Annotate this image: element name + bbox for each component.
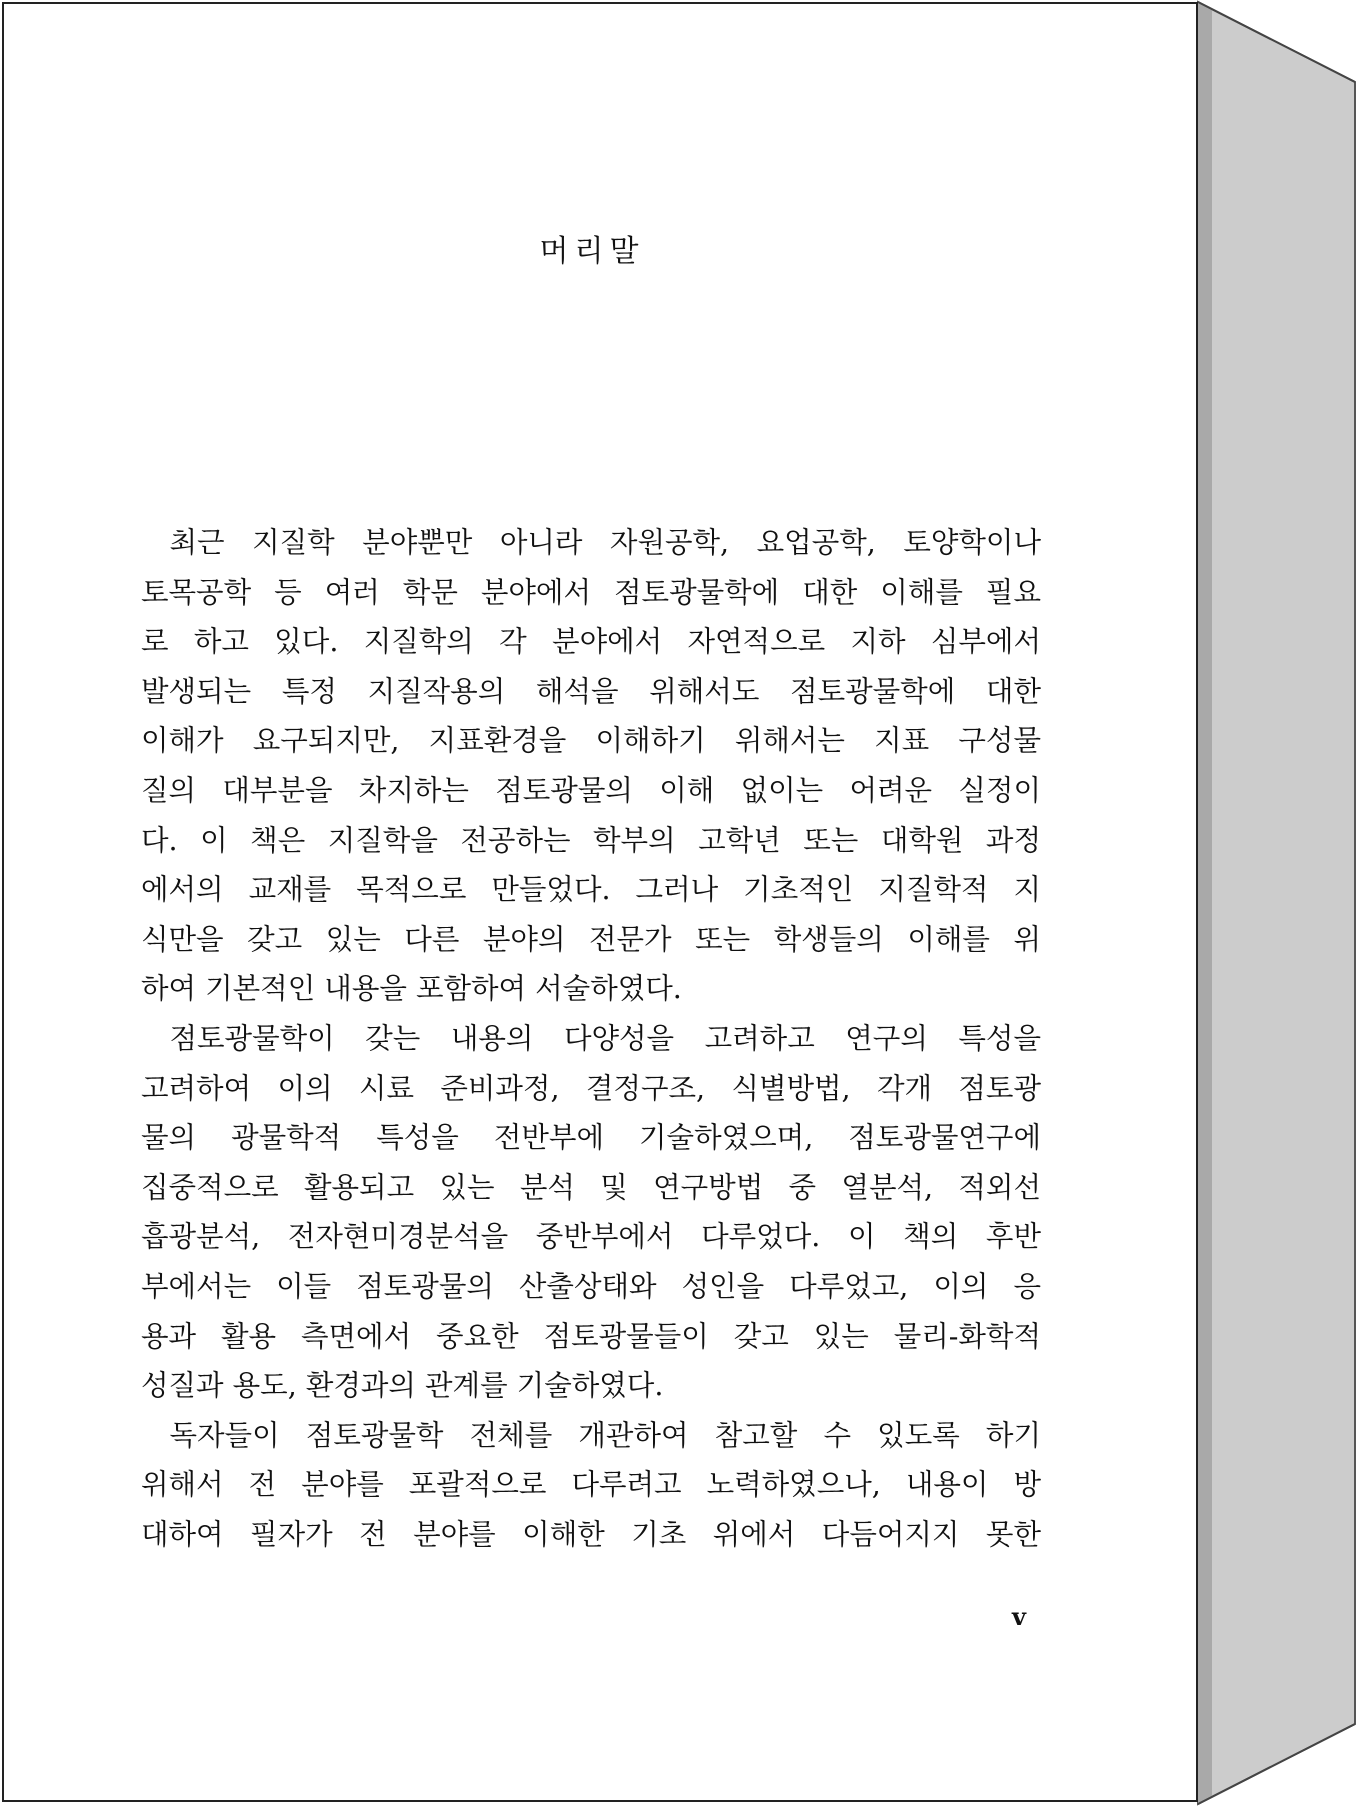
book-side-face — [1198, 2, 1355, 1804]
book-page — [2, 2, 1198, 1802]
text-line: 성질과 용도, 환경과의 관계를 기술하였다. — [141, 1369, 664, 1403]
text-line: 로 하고 있다. 지질학의 각 분야에서 자연적으로 지하 심부에서 — [141, 625, 1041, 659]
text-line: 최근 지질학 분야뿐만 아니라 자원공학, 요업공학, 토양학이나 — [141, 526, 1041, 559]
text-line: 집중적으로 활용되고 있는 분석 및 연구방법 중 열분석, 적외선 — [141, 1170, 1041, 1204]
text-line: 위해서 전 분야를 포괄적으로 다루려고 노력하였으나, 내용이 방 — [141, 1468, 1041, 1502]
text-line: 하여 기본적인 내용을 포함하여 서술하였다. — [141, 972, 682, 1006]
text-line: 흡광분석, 전자현미경분석을 중반부에서 다루었다. 이 책의 후반 — [141, 1220, 1041, 1254]
text-line: 점토광물학이 갖는 내용의 다양성을 고려하고 연구의 특성을 — [141, 1021, 1041, 1055]
text-line: 이해가 요구되지만, 지표환경을 이해하기 위해서는 지표 구성물 — [141, 724, 1041, 758]
text-line: 다. 이 책은 지질학을 전공하는 학부의 고학년 또는 대학원 과정 — [141, 823, 1041, 857]
text-line: 발생되는 특정 지질작용의 해석을 위해서도 점토광물학에 대한 — [141, 674, 1041, 708]
text-line: 토목공학 등 여러 학문 분야에서 점토광물학에 대한 이해를 필요 — [141, 575, 1041, 609]
text-line: 식만을 갖고 있는 다른 분야의 전문가 또는 학생들의 이해를 위 — [141, 922, 1041, 956]
text-line: 대하여 필자가 전 분야를 이해한 기초 위에서 다듬어지지 못한 — [141, 1517, 1041, 1551]
text-line: 물의 광물학적 특성을 전반부에 기술하였으며, 점토광물연구에 — [141, 1121, 1041, 1155]
page-number: v — [1012, 1602, 1026, 1631]
text-line: 독자들이 점토광물학 전체를 개관하여 참고할 수 있도록 하기 — [141, 1418, 1041, 1452]
text-line: 에서의 교재를 목적으로 만들었다. 그러나 기초적인 지질학적 지 — [141, 873, 1041, 907]
text-line: 부에서는 이들 점토광물의 산출상태와 성인을 다루었고, 이의 응 — [141, 1269, 1041, 1303]
text-line: 질의 대부분을 차지하는 점토광물의 이해 없이는 어려운 실정이 — [141, 773, 1041, 807]
text-line: 용과 활용 측면에서 중요한 점토광물들이 갖고 있는 물리-화학적 — [141, 1319, 1041, 1353]
page-title: 머리말 — [539, 234, 645, 269]
book-side-shadow — [1198, 2, 1212, 1804]
preface-body — [141, 518, 1041, 1559]
text-line: 고려하여 이의 시료 준비과정, 결정구조, 식별방법, 각개 점토광 — [141, 1071, 1041, 1105]
